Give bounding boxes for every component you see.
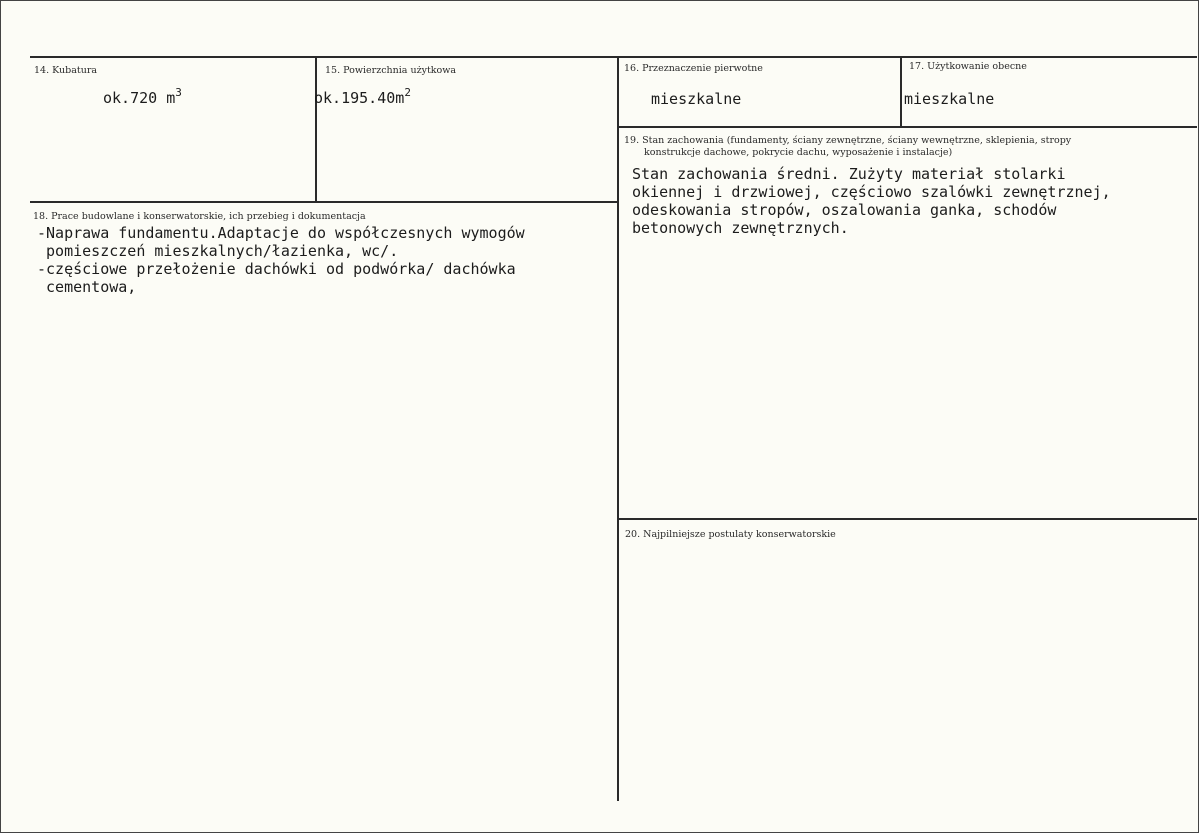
rule-above-20 [617,518,1197,520]
uzytkowanie-label: 17. Użytkowanie obecne [909,61,1027,72]
uzytkowanie-value: mieszkalne [904,90,995,108]
stan-label-line2: konstrukcje dachowe, pokrycie dachu, wyposażenie i instalacje) [644,147,953,158]
divider-14-15 [315,57,317,202]
stan-line: Stan zachowania średni. Zużyty materiał stolarki [632,165,1066,183]
stan-label-line1: 19. Stan zachowania (fundamenty, ściany zewnętrzne, ściany wewnętrzne, sklepienia, stropy [624,135,1072,146]
prace-line: -Naprawa fundamentu.Adaptacje do współczesnych wymogów [37,224,525,242]
przeznaczenie-label: 16. Przeznaczenie pierwotne [624,63,763,74]
powierzchnia-value [314,86,411,107]
powierzchnia-unit-exponent: 2 [404,86,411,99]
rule-under-16-17 [617,126,1197,128]
prace-line: pomieszczeń mieszkalnych/łazienka, wc/. [37,242,399,260]
stan-line: betonowych zewnętrznych. [632,219,849,237]
prace-line: -częściowe przełożenie dachówki od podwórka/ dachówka [37,260,516,278]
top-rule [30,56,1197,58]
prace-line: cementowa, [37,278,137,296]
postulaty-label: 20. Najpilniejsze postulaty konserwatorskie [625,529,836,540]
powierzchnia-value-text: ok.195.40m [314,89,405,107]
prace-label: 18. Prace budowlane i konserwatorskie, ich przebieg i dokumentacja [33,211,366,222]
kubatura-unit-exponent: 3 [175,86,182,99]
przeznaczenie-value: mieszkalne [651,90,742,108]
stan-line: odeskowania stropów, oszalowania ganka, schodów [632,201,1057,219]
stan-text [632,165,1111,237]
stan-line: okiennej i drzwiowej, częściowo szalówki zewnętrznej, [632,183,1111,201]
kubatura-label: 14. Kubatura [34,65,98,76]
kubatura-value-text: ok.720 m [103,89,176,107]
kubatura-value [103,86,182,107]
rule-under-14-15 [30,201,617,203]
center-divider [617,57,619,801]
prace-text [37,224,525,296]
divider-16-17 [900,57,902,126]
powierzchnia-label: 15. Powierzchnia użytkowa [325,65,457,76]
